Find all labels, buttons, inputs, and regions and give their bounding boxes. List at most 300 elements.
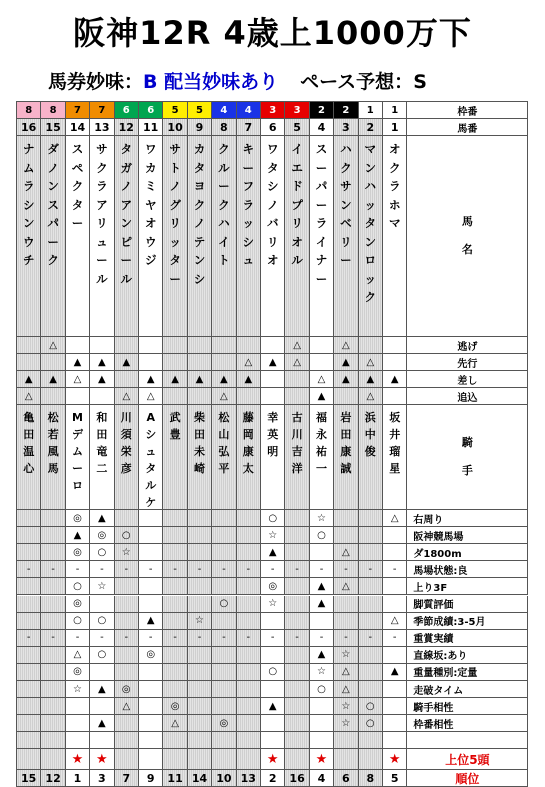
eval-mark-cell: ○ — [359, 698, 383, 715]
eval-mark-cell — [115, 613, 139, 630]
spacer-cell — [163, 732, 187, 749]
eval-mark-cell — [383, 715, 407, 732]
eval-mark-cell: ○ — [90, 613, 114, 630]
eval-mark-cell — [163, 613, 187, 630]
eval-mark-cell — [163, 544, 187, 561]
horse-name-cell[interactable]: サ ト ノ グ リ ッ タ ー — [163, 136, 187, 337]
label-eval: 直線坂:あり — [407, 647, 528, 664]
eval-mark-cell: ▲ — [261, 698, 285, 715]
horse-name-cell[interactable]: ワ カ ミ ヤ オ ウ ジ — [139, 136, 163, 337]
frame-number-cell: 3 — [285, 102, 309, 119]
spacer-cell — [188, 732, 212, 749]
style-mark-cell: ▲ — [261, 354, 285, 371]
jockey-name-cell: 亀 田 温 心 — [17, 405, 41, 510]
eval-mark-cell: △ — [383, 510, 407, 527]
spacer-cell — [310, 732, 334, 749]
eval-mark-cell: - — [115, 630, 139, 647]
label-eval: 脚質評価 — [407, 596, 528, 613]
frame-number-cell: 1 — [359, 102, 383, 119]
eval-mark-cell — [41, 647, 65, 664]
top5-star-cell — [334, 749, 358, 770]
top5-star-cell — [163, 749, 187, 770]
horse-number-cell: 10 — [163, 119, 187, 136]
eval-mark-cell — [17, 596, 41, 613]
eval-mark-cell — [188, 647, 212, 664]
eval-mark-cell — [212, 698, 236, 715]
style-mark-cell — [139, 354, 163, 371]
style-mark-cell: ▲ — [115, 354, 139, 371]
label-eval: 季節成績:3-5月 — [407, 613, 528, 630]
eval-mark-cell — [115, 647, 139, 664]
eval-mark-cell: ○ — [310, 681, 334, 698]
label-spacer — [407, 732, 528, 749]
eval-mark-cell — [237, 527, 261, 544]
eval-mark-cell: ○ — [90, 647, 114, 664]
eval-mark-cell — [285, 613, 309, 630]
eval-mark-cell: ☆ — [334, 647, 358, 664]
horse-name-cell[interactable]: サ ク ラ ア リ ュ ー ル — [90, 136, 114, 337]
eval-mark-cell: ☆ — [261, 596, 285, 613]
eval-mark-cell — [212, 647, 236, 664]
style-mark-cell: △ — [285, 337, 309, 354]
frame-number-cell: 8 — [17, 102, 41, 119]
eval-mark-cell — [139, 544, 163, 561]
top5-star-cell: ★ — [90, 749, 114, 770]
eval-mark-cell: - — [90, 561, 114, 578]
eval-mark-cell — [237, 647, 261, 664]
eval-mark-cell — [334, 596, 358, 613]
rank-cell: 9 — [139, 770, 163, 787]
style-mark-cell: △ — [66, 371, 90, 388]
eval-mark-cell — [163, 647, 187, 664]
horse-name-cell[interactable]: オ ク ラ ホ マ — [383, 136, 407, 337]
eval-mark-cell: ☆ — [188, 613, 212, 630]
label-eval: 枠番相性 — [407, 715, 528, 732]
horse-name-cell[interactable]: ス ペ ク タ ー — [66, 136, 90, 337]
eval-mark-cell: ▲ — [139, 613, 163, 630]
frame-number-cell: 4 — [212, 102, 236, 119]
jockey-name-cell: 古 川 吉 洋 — [285, 405, 309, 510]
spacer-cell — [90, 732, 114, 749]
horse-name-cell[interactable]: タ ガ ノ ア ン ピ ー ル — [115, 136, 139, 337]
style-mark-cell — [163, 354, 187, 371]
horse-number-cell: 2 — [359, 119, 383, 136]
jockey-name-cell: 藤 岡 康 太 — [237, 405, 261, 510]
label-eval: 馬場状態:良 — [407, 561, 528, 578]
jockey-name-cell: 福 永 祐 一 — [310, 405, 334, 510]
rank-cell: 14 — [188, 770, 212, 787]
eval-mark-cell: ▲ — [66, 527, 90, 544]
horse-number-cell: 11 — [139, 119, 163, 136]
eval-mark-cell — [17, 698, 41, 715]
eval-mark-cell — [115, 715, 139, 732]
label-style-sashi: 差し — [407, 371, 528, 388]
eval-mark-cell — [383, 698, 407, 715]
jockey-name-cell: 川 須 栄 彦 — [115, 405, 139, 510]
spacer-cell — [17, 732, 41, 749]
top5-star-cell — [139, 749, 163, 770]
eval-mark-cell — [334, 613, 358, 630]
eval-mark-cell — [285, 510, 309, 527]
eval-mark-cell — [237, 664, 261, 681]
horse-number-cell: 15 — [41, 119, 65, 136]
eval-mark-cell: ☆ — [334, 698, 358, 715]
eval-mark-cell — [90, 698, 114, 715]
frame-number-cell: 6 — [139, 102, 163, 119]
style-mark-cell: △ — [17, 388, 41, 405]
eval-mark-cell — [359, 647, 383, 664]
style-mark-cell — [261, 388, 285, 405]
jockey-name-cell: M デ ム ー ロ — [66, 405, 90, 510]
frame-number-cell: 6 — [115, 102, 139, 119]
eval-mark-cell: ▲ — [90, 715, 114, 732]
style-mark-cell — [383, 388, 407, 405]
eval-mark-cell — [139, 664, 163, 681]
label-eval: 重量種別:定量 — [407, 664, 528, 681]
horse-name-cell[interactable]: ダ ノ ン ス パ ー ク — [41, 136, 65, 337]
pace-value: S — [413, 71, 427, 93]
spacer-cell — [66, 732, 90, 749]
rank-cell: 3 — [90, 770, 114, 787]
eval-mark-cell: - — [334, 561, 358, 578]
eval-mark-cell — [237, 715, 261, 732]
label-jockey: 騎 手 — [407, 405, 528, 510]
label-eval: 騎手相性 — [407, 698, 528, 715]
label-eval: 右周り — [407, 510, 528, 527]
jockey-name-cell: 和 田 竜 二 — [90, 405, 114, 510]
eval-mark-cell — [17, 578, 41, 595]
eval-mark-cell — [285, 578, 309, 595]
eval-mark-cell: - — [359, 561, 383, 578]
style-mark-cell — [261, 371, 285, 388]
style-mark-cell — [212, 354, 236, 371]
frame-number-cell: 8 — [41, 102, 65, 119]
top5-star-cell — [188, 749, 212, 770]
eval-mark-cell: ◎ — [139, 647, 163, 664]
rank-cell: 2 — [261, 770, 285, 787]
horse-name-cell[interactable]: カ タ ヨ ク ノ テ ン シ — [188, 136, 212, 337]
eval-mark-cell — [41, 510, 65, 527]
eval-mark-cell: ◎ — [261, 578, 285, 595]
eval-mark-cell: - — [285, 630, 309, 647]
eval-mark-cell: ○ — [310, 527, 334, 544]
style-mark-cell: △ — [41, 337, 65, 354]
style-mark-cell — [237, 337, 261, 354]
eval-mark-cell — [310, 715, 334, 732]
frame-number-cell: 3 — [261, 102, 285, 119]
horse-name-cell[interactable]: ク ル ー ク ハ イ ト — [212, 136, 236, 337]
horse-number-cell: 13 — [90, 119, 114, 136]
style-mark-cell: △ — [359, 388, 383, 405]
eval-mark-cell — [359, 544, 383, 561]
jockey-name-cell: A シ ュ タ ル ケ — [139, 405, 163, 510]
pace-label: ペース予想： — [300, 71, 414, 93]
eval-mark-cell: ☆ — [334, 715, 358, 732]
eval-mark-cell — [139, 578, 163, 595]
label-horse-name: 馬 名 — [407, 136, 528, 337]
horse-name-cell[interactable]: キ ー フ ラ ッ シ ュ — [237, 136, 261, 337]
style-mark-cell: ▲ — [17, 371, 41, 388]
label-style-oikomi: 追込 — [407, 388, 528, 405]
jockey-name-cell: 武 豊 — [163, 405, 187, 510]
top5-star-cell — [359, 749, 383, 770]
eval-mark-cell — [41, 681, 65, 698]
eval-mark-cell — [188, 527, 212, 544]
style-mark-cell — [383, 337, 407, 354]
eval-mark-cell — [139, 681, 163, 698]
rank-cell: 11 — [163, 770, 187, 787]
eval-mark-cell — [66, 698, 90, 715]
frame-number-cell: 7 — [66, 102, 90, 119]
eval-mark-cell: ▲ — [90, 681, 114, 698]
eval-mark-cell: ▲ — [90, 510, 114, 527]
eval-mark-cell — [115, 664, 139, 681]
style-mark-cell: ▲ — [41, 371, 65, 388]
label-style-senko: 先行 — [407, 354, 528, 371]
top5-star-cell — [237, 749, 261, 770]
eval-mark-cell: △ — [115, 698, 139, 715]
style-mark-cell: △ — [359, 354, 383, 371]
top5-star-cell — [115, 749, 139, 770]
horse-name-cell[interactable]: ナ ム ラ シ ン ウ チ — [17, 136, 41, 337]
eval-mark-cell — [334, 510, 358, 527]
eval-mark-cell — [261, 715, 285, 732]
eval-mark-cell: - — [163, 630, 187, 647]
eval-mark-cell — [41, 664, 65, 681]
eval-mark-cell — [359, 596, 383, 613]
eval-mark-cell — [359, 681, 383, 698]
label-horse-number: 馬番 — [407, 119, 528, 136]
rank-cell: 15 — [17, 770, 41, 787]
rank-cell: 1 — [66, 770, 90, 787]
eval-mark-cell: ○ — [212, 596, 236, 613]
spacer-cell — [41, 732, 65, 749]
style-mark-cell — [115, 371, 139, 388]
jockey-name-cell: 幸 英 明 — [261, 405, 285, 510]
eval-mark-cell — [139, 698, 163, 715]
style-mark-cell: △ — [139, 388, 163, 405]
style-mark-cell — [188, 354, 212, 371]
eval-mark-cell — [66, 715, 90, 732]
horse-number-cell: 5 — [285, 119, 309, 136]
eval-mark-cell — [285, 664, 309, 681]
frame-number-cell: 1 — [383, 102, 407, 119]
eval-mark-cell: - — [212, 561, 236, 578]
eval-mark-cell — [237, 510, 261, 527]
label-eval: 走破タイム — [407, 681, 528, 698]
spacer-cell — [139, 732, 163, 749]
horse-number-cell: 12 — [115, 119, 139, 136]
eval-mark-cell: ◎ — [90, 527, 114, 544]
eval-mark-cell: ☆ — [310, 664, 334, 681]
spacer-cell — [285, 732, 309, 749]
label-eval: 上り3F — [407, 578, 528, 595]
eval-mark-cell — [383, 527, 407, 544]
eval-mark-cell: ☆ — [261, 527, 285, 544]
eval-mark-cell — [359, 510, 383, 527]
rank-cell: 13 — [237, 770, 261, 787]
style-mark-cell: △ — [212, 388, 236, 405]
eval-mark-cell — [285, 527, 309, 544]
style-mark-cell — [310, 354, 334, 371]
eval-mark-cell: ▲ — [383, 664, 407, 681]
eval-mark-cell — [310, 698, 334, 715]
spacer-cell — [261, 732, 285, 749]
horse-number-cell: 9 — [188, 119, 212, 136]
jockey-name-cell: 岩 田 康 誠 — [334, 405, 358, 510]
spacer-cell — [115, 732, 139, 749]
eval-mark-cell: △ — [383, 613, 407, 630]
style-mark-cell — [383, 354, 407, 371]
style-mark-cell — [115, 337, 139, 354]
eval-mark-cell — [41, 613, 65, 630]
eval-mark-cell — [163, 527, 187, 544]
rank-cell: 4 — [310, 770, 334, 787]
eval-mark-cell — [163, 510, 187, 527]
horse-number-cell: 1 — [383, 119, 407, 136]
horse-name-cell[interactable]: イ エ ド プ リ オ ル — [285, 136, 309, 337]
style-mark-cell — [310, 337, 334, 354]
eval-mark-cell: - — [285, 561, 309, 578]
style-mark-cell — [359, 337, 383, 354]
style-mark-cell — [90, 388, 114, 405]
eval-mark-cell — [188, 715, 212, 732]
style-mark-cell — [212, 337, 236, 354]
eval-mark-cell: ◎ — [163, 698, 187, 715]
eval-mark-cell: ○ — [66, 613, 90, 630]
eval-mark-cell — [310, 613, 334, 630]
style-mark-cell — [261, 337, 285, 354]
eval-mark-cell — [115, 596, 139, 613]
eval-mark-cell: ○ — [359, 715, 383, 732]
eval-mark-cell — [310, 544, 334, 561]
style-mark-cell — [188, 337, 212, 354]
eval-mark-cell — [17, 510, 41, 527]
frame-number-cell: 4 — [237, 102, 261, 119]
eval-mark-cell — [383, 681, 407, 698]
style-mark-cell: △ — [285, 354, 309, 371]
eval-mark-cell — [359, 664, 383, 681]
label-eval: ダ1800m — [407, 544, 528, 561]
top5-star-cell: ★ — [383, 749, 407, 770]
eval-mark-cell: - — [17, 561, 41, 578]
style-mark-cell: ▲ — [359, 371, 383, 388]
horse-number-cell: 4 — [310, 119, 334, 136]
eval-mark-cell: ▲ — [310, 578, 334, 595]
style-mark-cell: ▲ — [188, 371, 212, 388]
eval-mark-cell: - — [17, 630, 41, 647]
rank-cell: 8 — [359, 770, 383, 787]
kenmi-label: 馬券妙味： — [48, 71, 144, 93]
eval-mark-cell: ◎ — [66, 596, 90, 613]
style-mark-cell: ▲ — [237, 371, 261, 388]
eval-mark-cell — [17, 681, 41, 698]
spacer-cell — [334, 732, 358, 749]
eval-mark-cell: - — [261, 630, 285, 647]
frame-number-cell: 2 — [334, 102, 358, 119]
jockey-name-cell: 坂 井 瑠 星 — [383, 405, 407, 510]
eval-mark-cell — [41, 715, 65, 732]
eval-mark-cell — [139, 527, 163, 544]
eval-mark-cell: ◎ — [66, 510, 90, 527]
rank-cell: 10 — [212, 770, 236, 787]
eval-mark-cell: ◎ — [212, 715, 236, 732]
eval-mark-cell: - — [334, 630, 358, 647]
eval-mark-cell — [139, 510, 163, 527]
jockey-name-cell: 松 若 風 馬 — [41, 405, 65, 510]
eval-mark-cell: - — [139, 561, 163, 578]
horse-name-cell[interactable]: ワ タ シ ノ バ リ オ — [261, 136, 285, 337]
style-mark-cell: △ — [237, 354, 261, 371]
eval-mark-cell — [334, 527, 358, 544]
eval-mark-cell: ▲ — [310, 647, 334, 664]
horse-name-cell[interactable]: ス ー パ ー ラ イ ナ ー — [310, 136, 334, 337]
eval-mark-cell — [139, 715, 163, 732]
top5-star-cell: ★ — [261, 749, 285, 770]
style-mark-cell — [139, 337, 163, 354]
horse-name-cell[interactable]: ハ ク サ ン ベ リ ー — [334, 136, 358, 337]
eval-mark-cell: - — [212, 630, 236, 647]
spacer-cell — [212, 732, 236, 749]
eval-mark-cell: ☆ — [66, 681, 90, 698]
eval-mark-cell — [237, 596, 261, 613]
eval-mark-cell: ▲ — [261, 544, 285, 561]
style-mark-cell: ▲ — [383, 371, 407, 388]
style-mark-cell — [334, 388, 358, 405]
eval-mark-cell: ☆ — [310, 510, 334, 527]
eval-mark-cell — [285, 715, 309, 732]
style-mark-cell: ▲ — [90, 371, 114, 388]
eval-mark-cell: ◎ — [66, 664, 90, 681]
eval-mark-cell: △ — [66, 647, 90, 664]
style-mark-cell — [17, 354, 41, 371]
eval-mark-cell — [41, 578, 65, 595]
horse-number-cell: 8 — [212, 119, 236, 136]
eval-mark-cell: ◎ — [115, 681, 139, 698]
eval-mark-cell — [41, 596, 65, 613]
top5-star-cell — [17, 749, 41, 770]
style-mark-cell: ▲ — [163, 371, 187, 388]
eval-mark-cell: - — [90, 630, 114, 647]
eval-mark-cell — [261, 613, 285, 630]
eval-mark-cell: - — [163, 561, 187, 578]
label-eval: 重賞実績 — [407, 630, 528, 647]
eval-mark-cell — [285, 647, 309, 664]
frame-number-cell: 5 — [188, 102, 212, 119]
horse-number-cell: 7 — [237, 119, 261, 136]
eval-mark-cell: - — [383, 561, 407, 578]
top5-star-cell: ★ — [66, 749, 90, 770]
eval-mark-cell — [359, 527, 383, 544]
horse-number-cell: 16 — [17, 119, 41, 136]
jockey-name-cell: 松 山 弘 平 — [212, 405, 236, 510]
eval-mark-cell — [359, 613, 383, 630]
eval-mark-cell — [90, 596, 114, 613]
style-mark-cell — [163, 388, 187, 405]
eval-mark-cell: ☆ — [115, 544, 139, 561]
eval-mark-cell — [212, 578, 236, 595]
eval-mark-cell — [163, 664, 187, 681]
horse-name-cell[interactable]: マ ン ハ ッ タ ン ロ ッ ク — [359, 136, 383, 337]
style-mark-cell: ▲ — [334, 354, 358, 371]
eval-mark-cell: ○ — [66, 578, 90, 595]
eval-mark-cell — [237, 613, 261, 630]
style-mark-cell: ▲ — [310, 388, 334, 405]
style-mark-cell: ▲ — [66, 354, 90, 371]
eval-mark-cell: ☆ — [90, 578, 114, 595]
eval-mark-cell: △ — [334, 681, 358, 698]
eval-mark-cell — [383, 596, 407, 613]
